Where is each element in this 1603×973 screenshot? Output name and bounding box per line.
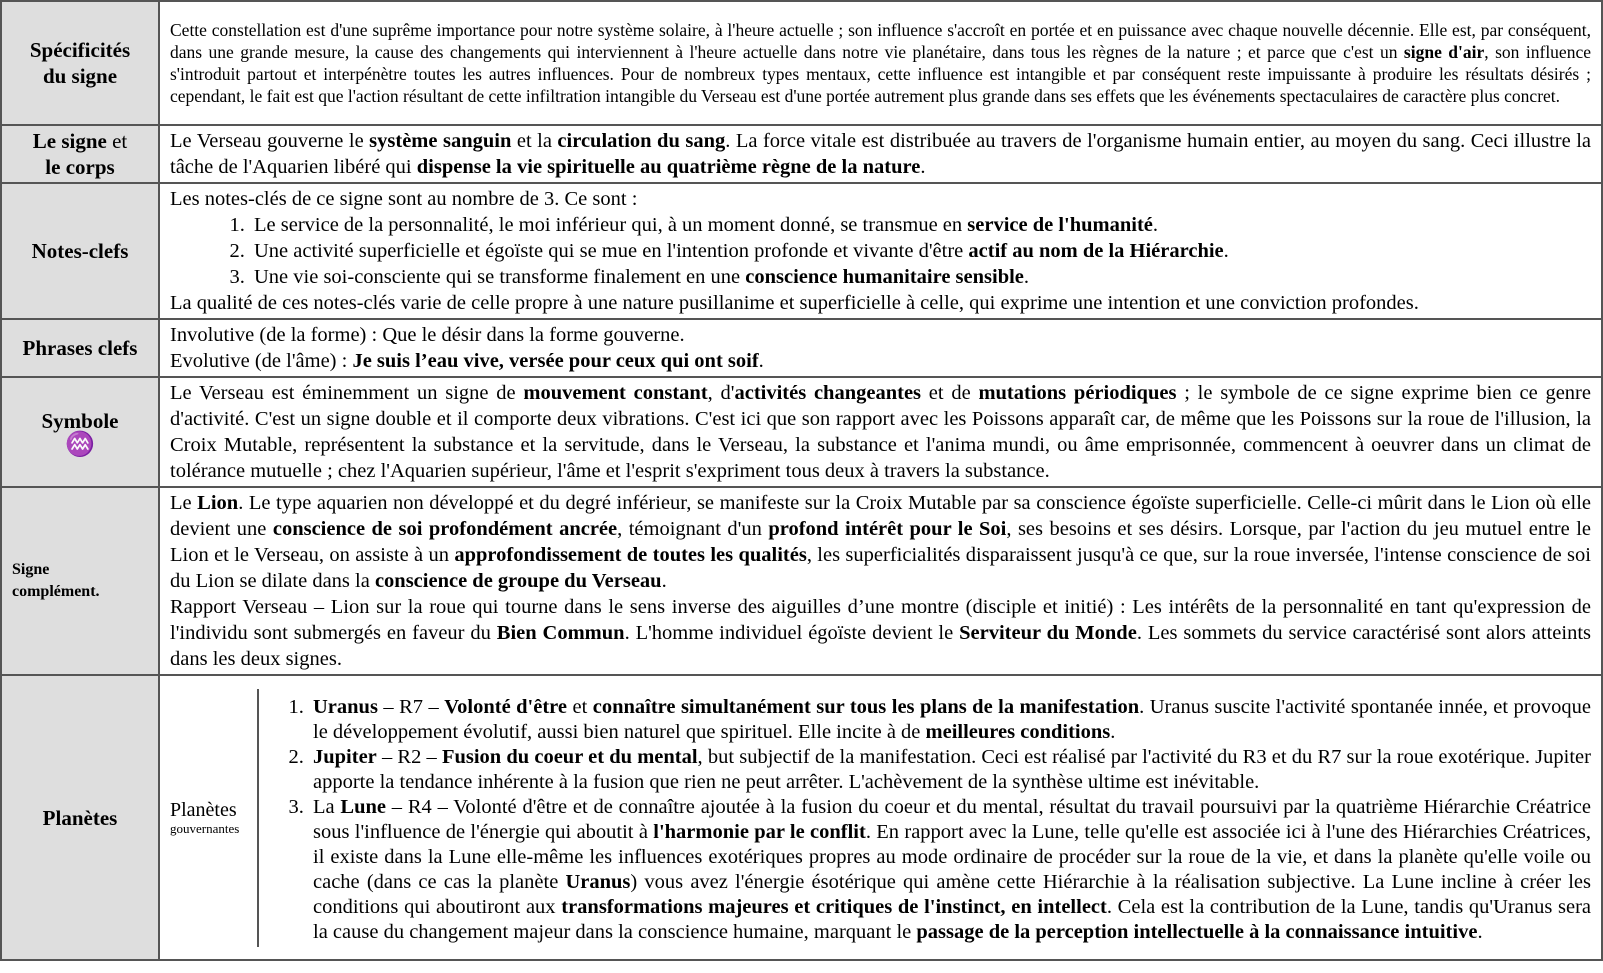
sublabel-gouvernantes [160, 689, 258, 947]
label-complement [1, 487, 159, 675]
text: , ses besoins et ses désirs. Lorsque, par l'action du jeu mutuel entre le Lion et le Verseau, on assiste à un [170, 518, 1591, 566]
sublabel-line2: gouvernantes [170, 821, 240, 836]
bold-text: Volonté d'être [444, 695, 567, 718]
label-phrases: Phrases clefs [1, 319, 159, 377]
bold-text: Uranus [313, 695, 378, 718]
bold-text: service de l'humanité [967, 214, 1153, 236]
phrase-involutive: Involutive (de la forme) : Que le désir dans la forme gouverne. [170, 324, 685, 346]
text: et la [511, 130, 558, 152]
bold-text: Fusion du coeur et du mental [441, 745, 698, 768]
list-item [250, 264, 1591, 290]
row-phrases [1, 319, 1602, 377]
bold-text: circulation du sang [557, 130, 726, 152]
text: . Uranus suscite l'activité spontanée innée, et provoque le développement évolutif, aussi bien naturel que spirituel. Elle incite à de [313, 695, 1591, 743]
text: – R4 – Volonté d'être et de connaître ajoutée à la fusion du coeur et du mental, résultat du travail poursuivi par la quatrième Hiérarchie Créatrice sous l'influence de l'énergie qui aboutit à [313, 795, 1591, 843]
text: . [1152, 214, 1159, 236]
text: – R2 – [376, 745, 442, 768]
text: – R7 – [377, 695, 445, 718]
label-corps-plain: et [106, 129, 128, 153]
planets-list-cell [258, 689, 1601, 947]
bold-text: Je suis l’eau vive, versée pour ceux qui ont soif [352, 350, 759, 372]
content-corps [159, 125, 1602, 183]
bold-text: connaître simultanément sur tous les plans de la manifestation [592, 695, 1140, 718]
text: La [313, 795, 341, 818]
row-complement [1, 487, 1602, 675]
label-notes: Notes-clefs [1, 183, 159, 319]
bold-text: dispense la vie spirituelle au quatrième règne de la nature [416, 156, 921, 178]
bold-text: meilleures conditions [925, 720, 1111, 743]
label-symbole [1, 377, 159, 487]
text: , d' [707, 382, 735, 404]
list-item [309, 795, 1591, 945]
text: ) vous avez l'énergie ésotérique qui amène cette Hiérarchie à la réalisation subjective. La Lune incline à créer les conditions qui aboutiront aux [313, 870, 1591, 918]
text: . [920, 156, 926, 178]
notes-intro: Les notes-clés de ce signe sont au nombre de 3. Ce sont : [170, 188, 638, 210]
text: . Le type aquarien non développé et du degré inférieur, se manifeste sur la Croix Mutable par sa conscience égoïste superficielle. Celle-ci mûrit dans le Lion où elle devient une [170, 492, 1591, 540]
notes-outro: La qualité de ces notes-clés varie de celle propre à une nature pusillanime et superficielle à celle, qui exprime une intention et une conviction profondes. [170, 292, 1419, 314]
sublabel-line1: Planètes [170, 799, 237, 821]
bold-text: Lion [197, 492, 239, 514]
label-corps [1, 125, 159, 183]
row-symbole [1, 377, 1602, 487]
text: . [1477, 920, 1483, 943]
text: . [1110, 720, 1116, 743]
bold-text: approfondissement de toutes les qualités [454, 544, 807, 566]
label-specificites-line2: du signe [42, 64, 118, 88]
text: , témoignant d'un [617, 518, 769, 540]
bold-text: Jupiter [313, 745, 377, 768]
text: , son influence s'introduit partout et interpénètre toutes les autres influences. Pour de nombreux types mentaux, cette influence est intangible et par conséquent reste impuissante à produire les résultats désirés ; cependant, le fait est que l'action résultant de cette infiltration intangible du Verseau est d'une portée autrement plus grande dans ses effets que les événements spectaculaires de caractère plus concret. [170, 42, 1591, 106]
text: . L'homme individuel égoïste devient le [624, 622, 960, 644]
label-corps-bold1: Le signe [32, 129, 107, 153]
content-phrases [159, 319, 1602, 377]
bold-text: profond intérêt pour le Soi [768, 518, 1007, 540]
text: . En rapport avec la Lune, telle qu'elle est associée ici à l'une des Hiérarchies Créatrices, il existe dans la Lune elle-même les influences exotériques propres au mode ordinaire de procéder sur la roue de la vie, et dans la planète qu'elle voile ou cache (dans ce cas la planète [313, 820, 1591, 893]
content-planetes [159, 675, 1602, 960]
label-symbole-text: Symbole [41, 409, 119, 433]
label-complement-line2: complément. [12, 583, 100, 600]
bold-text: l'harmonie par le conflit [653, 820, 866, 843]
bold-text: Lune [340, 795, 386, 818]
list-item [250, 238, 1591, 264]
text: Une activité superficielle et égoïste qui se mue en l'intention profonde et vivante d'être [254, 240, 969, 262]
text: Une vie soi-consciente qui se transforme finalement en une [254, 266, 746, 288]
row-notes [1, 183, 1602, 319]
bold-text: Serviteur du Monde [959, 622, 1137, 644]
text: Le service de la personnalité, le moi inférieur qui, à un moment donné, se transmue en [254, 214, 968, 236]
bold-text: actif au nom de la Hiérarchie [968, 240, 1224, 262]
text: . [661, 570, 667, 592]
complement-paragraph-2 [170, 594, 1591, 672]
bold-text: système sanguin [369, 130, 512, 152]
planetes-inner-table [160, 689, 1601, 947]
text: Evolutive (de l'âme) : [170, 350, 353, 372]
bold-text: signe d'air [1403, 42, 1485, 62]
text: Le Verseau est éminemment un signe de [170, 382, 524, 404]
row-corps [1, 125, 1602, 183]
bold-text: Bien Commun [496, 622, 625, 644]
phrase-evolutive [170, 348, 1591, 374]
text: . Les sommets du service caractérisé sont alors atteints dans les deux signes. [170, 622, 1591, 670]
content-symbole [159, 377, 1602, 487]
label-specificites-line1: Spécificités [29, 38, 131, 62]
bold-text: mouvement constant [523, 382, 708, 404]
text: . La force vitale est distribuée au travers de l'organisme humain entier, au moyen du sang. Ceci illustre la tâche de l'Aquarien libéré qui [170, 130, 1592, 178]
row-specificites [1, 1, 1602, 125]
bold-text: passage de la perception intellectuelle à la connaissance intuitive [916, 920, 1478, 943]
text: Le Verseau gouverne le [170, 130, 370, 152]
list-item [309, 695, 1591, 745]
bold-text: activités changeantes [734, 382, 922, 404]
text: Rapport Verseau – Lion sur la roue qui tourne dans le sens inverse des aiguilles d’une montre (disciple et initié) : Les intérêts de la personnalité en tant qu'expression de l'individu sont submergés en faveur du [170, 596, 1591, 644]
text: . [1223, 240, 1229, 262]
text: . [758, 350, 764, 372]
bold-text: Uranus [565, 870, 631, 893]
row-planetes [1, 675, 1602, 960]
notes-list [170, 212, 1591, 290]
content-complement [159, 487, 1602, 675]
label-complement-line1: Signe [12, 561, 50, 578]
bold-text: conscience humanitaire sensible [745, 266, 1024, 288]
content-notes [159, 183, 1602, 319]
bold-text: mutations périodiques [978, 382, 1177, 404]
text: et de [921, 382, 979, 404]
text: . [1023, 266, 1030, 288]
list-item [250, 212, 1591, 238]
list-item [309, 745, 1591, 795]
bold-text: transformations majeures et critiques de l'instinct, en intellect [561, 895, 1107, 918]
text: et [567, 695, 593, 718]
text: , but subjectif de la manifestation. Ceci est réalisé par l'activité du R3 et du R7 sur la roue exotérique. Jupiter apporte la tendance inhérente à la fusion que rien ne peut arrêter. L'achèvement de la synthèse ultime est inévitable. [313, 745, 1591, 793]
bold-text: conscience de groupe du Verseau [374, 570, 662, 592]
planetes-inner-row [160, 689, 1601, 947]
text: . Cela est la contribution de la Lune, tandis qu'Uranus sera la cause du changement majeur dans la conscience humaine, marquant le [313, 895, 1591, 943]
bold-text: conscience de soi profondément ancrée [272, 518, 618, 540]
complement-paragraph-1 [170, 490, 1591, 594]
text: Cette constellation est d'une suprême importance pour notre système solaire, à l'heure actuelle ; son influence s'accroît en portée et en puissance avec chaque nouvelle décennie. Elle est, par conséquent, dans une grande mesure, la cause des changements qui interviennent à l'heure actuelle dans notre vie planétaire, dans tous les règnes de la nature ; et parce que c'est un [170, 20, 1591, 62]
label-specificites [1, 1, 159, 125]
planets-list [269, 695, 1591, 945]
text: Le [170, 492, 198, 514]
text: , les superficialités disparaissent jusqu'à ce que, sur la roue inversée, l'intense conscience de soi du Lion se dilate dans la [170, 544, 1591, 592]
label-planetes: Planètes [1, 675, 159, 960]
text: ; le symbole de ce signe exprime bien ce genre d'activité. C'est un signe double et il comporte deux vibrations. C'est ici que son rapport avec les Poissons apparaît car, de même que les Poissons sur la roue de l'illusion, la Croix Mutable, représentent la substance et la servitude, dans le Verseau, la substance et l'anima mundi, ou âme emprisonnée, commencent à oeuvrer dans un climat de tolérance mutuelle ; chez l'Aquarien supérieur, l'âme et l'esprit s'expriment tous deux à travers la substance. [170, 382, 1591, 482]
label-corps-bold2: le corps [45, 155, 115, 179]
aquarius-symbol-icon: ♒ [65, 432, 95, 458]
content-specificites [159, 1, 1602, 125]
